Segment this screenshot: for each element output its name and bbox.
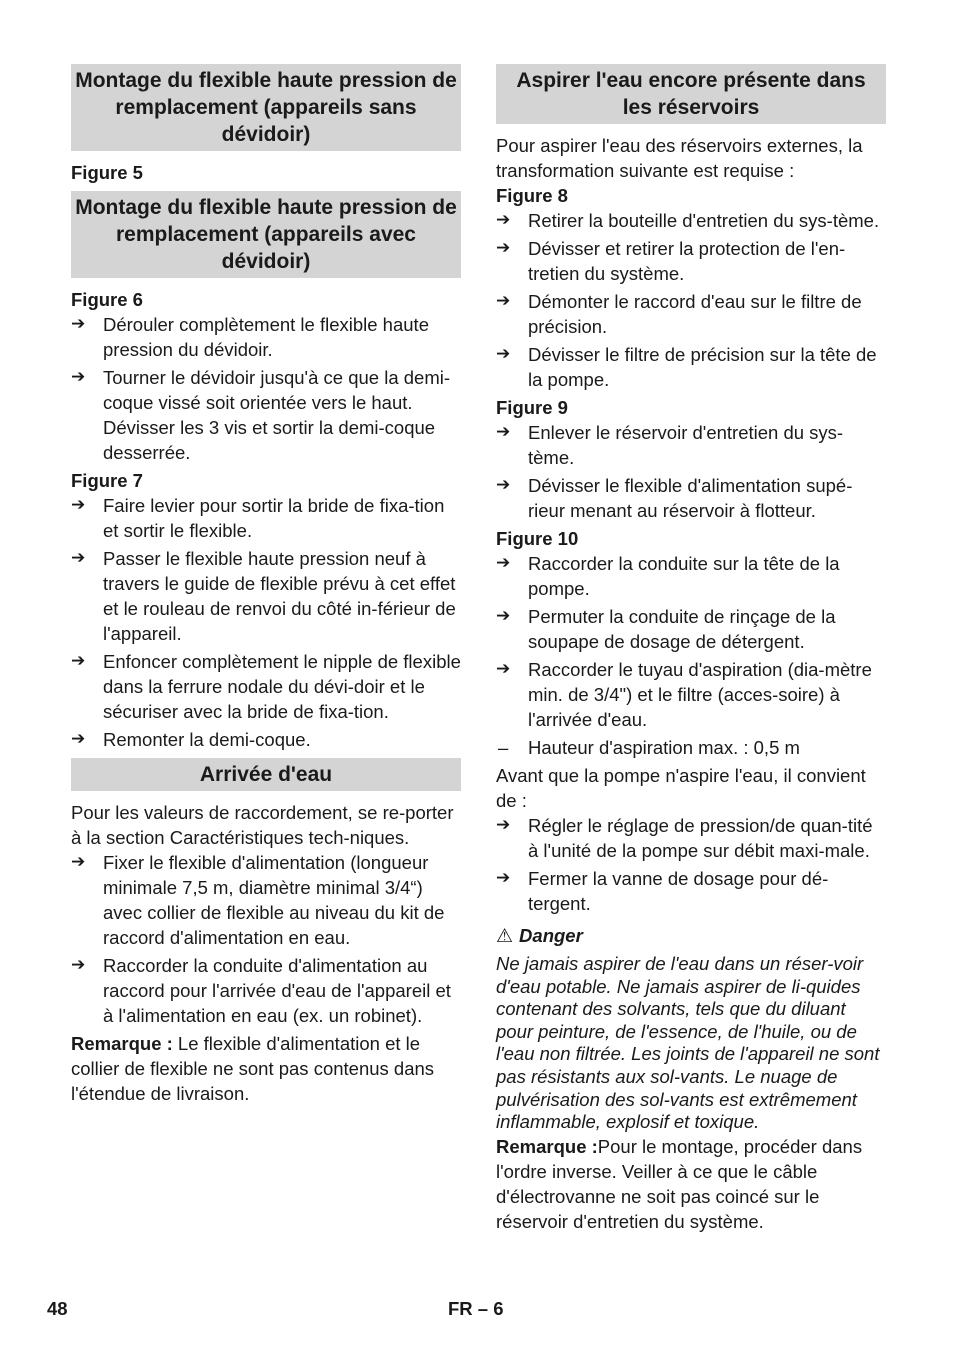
list-item: ➔ Dévisser le flexible d'alimentation supé-rieur menant au réservoir à flotteur. [496, 473, 886, 523]
list-item: ➔ Raccorder la conduite sur la tête de la pompe. [496, 551, 886, 601]
section-heading-replacement-hose-with-reel: Montage du flexible haute pression de remplacement (appareils avec dévidoir) [71, 191, 461, 278]
danger-heading [496, 923, 886, 949]
section-heading-replacement-hose-no-reel: Montage du flexible haute pression de remplacement (appareils sans dévidoir) [71, 64, 461, 151]
list-item: ➔ Dérouler complètement le flexible haute pression du dévidoir. [71, 312, 461, 362]
list-item: ➔ Dévisser le filtre de précision sur la tête de la pompe. [496, 342, 886, 392]
right-column [496, 64, 886, 1234]
before-pump-text: Avant que la pompe n'aspire l'eau, il convient de : [496, 765, 866, 811]
figure-8-label: Figure 8 [496, 185, 568, 206]
list-item: ➔ Raccorder le tuyau d'aspiration (dia-mètre min. de 3/4") et le filtre (acces-soire) à l'arrivée d'eau. [496, 657, 886, 732]
danger-text: Ne jamais aspirer de l'eau dans un réser-voir d'eau potable. Ne jamais aspirer de li-quides contenant des solvants, tels que du diluant pour peinture, de l'essence, de l'huile, ou de l'eau non filtrée. Les joints de l'appareil ne sont pas résistants aux sol-vants. Le nuage de pulvérisation des sol-vants est extrêmement inflammable, explosif et toxique. [496, 953, 880, 1133]
note-text: Pour le montage, procéder dans l'ordre inverse. Veiller à ce que le câble d'électrovanne ne soit pas coincé sur le réservoir d'entretien du système. [496, 1135, 863, 1232]
list-item: ➔ Retirer la bouteille d'entretien du sys-tème. [496, 208, 886, 233]
section-heading-water-inlet: Arrivée d'eau [71, 758, 461, 791]
list-item: ➔ Passer le flexible haute pression neuf à travers le guide de flexible prévu à cet effet et le rouleau de renvoi du côté in-férieur de l'appareil. [71, 546, 461, 646]
water-inlet-intro: Pour les valeurs de raccordement, se re-porter à la section Caractéristiques tech-niques. [71, 802, 454, 848]
page-number: 48 [47, 1298, 68, 1319]
figure-8-steps [496, 208, 886, 392]
water-inlet-note [71, 1031, 461, 1106]
list-item: ➔ Démonter le raccord d'eau sur le filtre de précision. [496, 289, 886, 339]
left-column [71, 64, 461, 1106]
figure-10-steps [496, 551, 886, 732]
drain-tanks-intro: Pour aspirer l'eau des réservoirs externes, la transformation suivante est requise : [496, 135, 863, 181]
list-item: ➔ Enlever le réservoir d'entretien du sys-tème. [496, 420, 886, 470]
list-item: ➔ Enfoncer complètement le nipple de flexible dans la ferrure nodale du dévi-doir et le sécuriser avec la bride de fixa-tion. [71, 649, 461, 724]
dash-bullet: – [498, 737, 509, 758]
list-item: ➔ Fermer la vanne de dosage pour dé-tergent. [496, 866, 886, 916]
warning-triangle-icon: ⚠ [496, 925, 514, 947]
language-page-label: FR – 6 [448, 1298, 504, 1319]
figure-9-label: Figure 9 [496, 397, 568, 418]
list-item: ➔ Fixer le flexible d'alimentation (longueur minimale 7,5 m, diamètre minimal 3/4“) avec collier de flexible au niveau du kit de raccord d'alimentation en eau. [71, 850, 461, 950]
suction-height-item [496, 735, 886, 760]
figure-7-label: Figure 7 [71, 470, 143, 491]
list-item: ➔ Raccorder la conduite d'alimentation au raccord pour l'arrivée d'eau de l'appareil et à l'alimentation en eau (ex. un robinet). [71, 953, 461, 1028]
figure-7-steps [71, 493, 461, 752]
list-item: ➔ Permuter la conduite de rinçage de la soupape de dosage de détergent. [496, 604, 886, 654]
figure-10-label: Figure 10 [496, 528, 579, 549]
assembly-note [496, 1134, 886, 1234]
figure-9-steps [496, 420, 886, 523]
water-inlet-steps [71, 850, 461, 1028]
list-item: ➔ Dévisser et retirer la protection de l'en-tretien du système. [496, 236, 886, 286]
figure-5-label: Figure 5 [71, 162, 143, 183]
list-item: ➔ Régler le réglage de pression/de quan-tité à l'unité de la pompe sur débit maxi-male. [496, 813, 886, 863]
section-heading-drain-tanks: Aspirer l'eau encore présente dans les réservoirs [496, 64, 886, 124]
suction-height-text: Hauteur d'aspiration max. : 0,5 m [528, 737, 800, 758]
list-item: ➔ Tourner le dévidoir jusqu'à ce que la demi-coque vissé soit orientée vers le haut. Dévisser les 3 vis et sortir la demi-coque desserrée. [71, 365, 461, 465]
figure-6-label: Figure 6 [71, 289, 143, 310]
note-label: Remarque : [71, 1033, 173, 1054]
note-label: Remarque : [496, 1135, 598, 1157]
note-text: Le flexible d'alimentation et le collier de flexible ne sont pas contenus dans l'étendue de livraison. [71, 1033, 435, 1104]
list-item: ➔ Faire levier pour sortir la bride de fixa-tion et sortir le flexible. [71, 493, 461, 543]
before-pump-steps [496, 813, 886, 916]
danger-label: Danger [519, 925, 583, 946]
list-item: ➔ Remonter la demi-coque. [71, 727, 461, 752]
figure-6-steps [71, 312, 461, 465]
